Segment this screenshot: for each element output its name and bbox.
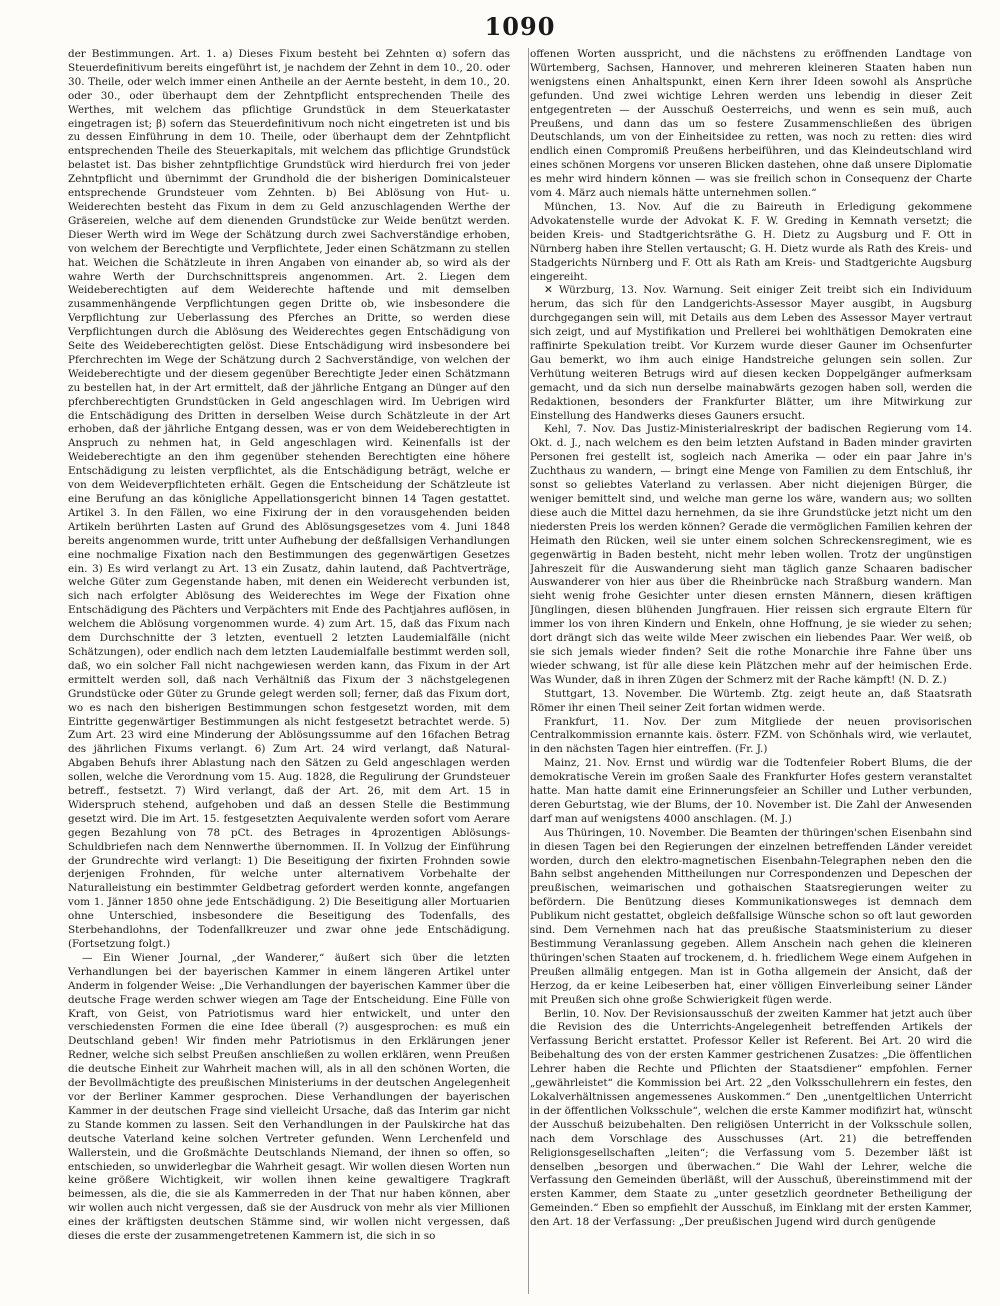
- paragraph: ✕ Würzburg, 13. Nov. Warnung. Seit einiger Zeit treibt sich ein Individuum herum, das sich für den Landgerichts-Assessor Mayer ausgibt, in Augsburg durchgegangen sein will, mit Details aus dem Leben des Assessor Mayer vertraut sich zeigt, und auf Mystifikation und Prellerei bei wohlthätigen Demokraten eine raffinirte Spekulation treibt. Vor Kurzem wurde dieser Gauner im Ochsenfurter Gau bemerkt, wo ihm auch einige Handstreiche gelungen sein sollen. Zur Verhütung weiteren Betrugs wird auf diesen kecken Doppelgänger aufmerksam gemacht, und da sich nun derselbe mainabwärts gezogen haben soll, werden die Redaktionen, besonders der Frankfurter Blätter, um ihre Mitwirkung zur Einstellung des Handwerks dieses Gauners ersucht.: [530, 284, 972, 422]
- paragraph: Berlin, 10. Nov. Der Revisionsausschuß der zweiten Kammer hat jetzt auch über die Revision des die Unterrichts-Angelegenheit betreffenden Artikels der Verfassung Bericht erstattet. Professor Keller ist Referent. Bei Art. 20 wird die Beibehaltung des von der ersten Kammer gestrichenen Zusatzes: „Die öffentlichen Lehrer haben die Rechte und Pflichten der Staatsdiener“ empfohlen. Ferner „gewährleistet“ die Kommission bei Art. 22 „den Volksschullehrern ein festes, den Lokalverhältnissen angemessenes Auskommen.“ Den „unentgeltlichen Unterricht in der öffentlichen Volksschule“, welchen die erste Kammer modifizirt hat, wünscht der Ausschuß beizubehalten. Den religiösen Unterricht in der Volksschule sollen, nach dem Vorschlage des Ausschusses (Art. 21) die betreffenden Religionsgesellschaften „leiten“; die Verfassung vom 5. Dezember läßt ist denselben „besorgen und überwachen.“ Die Wahl der Lehrer, welche die Verfassung den Gemeinden überläßt, will der Ausschuß, übereinstimmend mit der ersten Kammer, dem Staate zu „unter gesetzlich geordneter Betheiligung der Gemeinden.“ Eben so empfiehlt der Ausschuß, im Einklang mit der ersten Kammer, den Art. 18 der Verfassung: „Der preußischen Jugend wird durch genügende: [530, 1007, 972, 1229]
- paragraph: Aus Thüringen, 10. November. Die Beamten der thüringen'schen Eisenbahn sind in diesen Tagen bei den Regierungen der einzelnen betreffenden Länder vereidet worden, durch den elektro-magnetischen Eisenbahn-Telegraphen neben den die Bahn selbst angehenden Mittheilungen nur Correspondenzen und Depeschen der preußischen, weimarischen und gothaischen Staatsregierungen weiter zu befördern. Die Benützung dieses Kommunikationsweges ist demnach dem Publikum nicht gestattet, obgleich deßfallsige Wünsche schon so oft laut geworden sind. Dem Vernehmen nach hat das preußische Staatsministerium zu dieser Bestimmung Veranlassung gegeben. Allem Anschein nach gehen die kleineren thüringen'schen Staaten auf trockenem, d. h. friedlichem Wege einem Aufgehen in Preußen allmälig entgegen. Man ist in Gotha allgemein der Ansicht, daß der Herzog, da er keine Leibeserben hat, einer völligen Einverleibung seiner Länder mit Preußen sich ohne große Schwierigkeit fügen werde.: [530, 826, 972, 1006]
- paragraph: offenen Worten ausspricht, und die nächstens zu eröffnenden Landtage von Würtemberg, Sachsen, Hannover, und mehreren kleineren Staaten haben nun wenigstens einen Anhaltspunkt, einen Kern ihrer Ideen sowohl als Ansprüche gefunden. Und zwei wichtige Lehren werden uns lebendig in dieser Zeit entgegentreten — der Ausschuß Oesterreichs, und wenn es sein muß, auch Preußens, und dann das um so festere Zusammenschließen des übrigen Deutschlands, um von der Einheitsidee zu retten, was noch zu retten: dies wird endlich einen Compromiß Preußens herbeiführen, und das Kleindeutschland wird eines schönen Morgens vor unseren Blicken dastehen, ohne daß unsere Diplomatie es mehr wird hindern können — was sie freilich schon in Consequenz der Charte vom 4. März auch niemals hätte unternehmen sollen.“: [530, 48, 972, 200]
- paragraph: Mainz, 21. Nov. Ernst und würdig war die Todtenfeier Robert Blums, die der demokratische Verein im großen Saale des Frankfurter Hofes gestern veranstaltet hatte. Man hatte damit eine Erinnerungsfeier an Schiller und Luther verbunden, deren Geburtstag, wie der Blums, der 10. November ist. Die Zahl der Anwesenden darf man auf wenigstens 4000 anschlagen. (M. J.): [530, 757, 972, 825]
- paragraph: Kehl, 7. Nov. Das Justiz-Ministerialreskript der badischen Regierung vom 14. Okt. d. J., nach welchem es den beim letzten Aufstand in Baden minder gravirten Personen frei gestellt ist, sogleich nach Amerika — oder ein paar Jahre in's Zuchthaus zu wandern, — bringt eine Menge von Familien zu dem Entschluß, ihr sonst so geliebtes Vaterland zu verlassen. Aber nicht diejenigen Bürger, die weniger bemittelt sind, und welche man gerne los wäre, wandern aus; wo sollten diese auch die Mittel dazu hernehmen, da sie ihre Grundstücke jetzt nicht um den niedersten Preis los werden können? Gerade die vermöglichen Familien kehren der Heimath den Rücken, weil sie unter einem solchen Schreckensregiment, wie es gegenwärtig in Baden besteht, nicht mehr leben wollen. Trotz der ungünstigen Jahreszeit für die Auswanderung sieht man täglich ganze Schaaren badischer Auswanderer von hier aus über die Rheinbrücke nach Straßburg wandern. Man sieht wenig frohe Gesichter unter diesen ernsten Männern, diesen kräftigen Jünglingen, diesen blühenden Jungfrauen. Hier reissen sich ergraute Eltern für immer los von ihren Kindern und Enkeln, ohne Hoffnung, je sie wieder zu sehen; dort drängt sich das weite wilde Meer zwischen ein liebendes Paar. Wer weiß, ob sie sich jemals wieder finden? Seit die rothe Monarchie ihre Fahne über uns wieder schwang, ist für alle diese kein Plätzchen mehr auf der heimischen Erde. Was Wunder, daß in ihren Zügen der Schmerz mit der Rache kämpft! (N. D. Z.): [530, 423, 972, 686]
- paragraph: Stuttgart, 13. November. Die Würtemb. Ztg. zeigt heute an, daß Staatsrath Römer ihr einen Theil seiner Zeit fortan widmen werde.: [530, 687, 972, 714]
- text-columns: [68, 48, 972, 1298]
- column-divider: [528, 48, 529, 1294]
- left-column: [68, 48, 510, 1298]
- paragraph: Frankfurt, 11. Nov. Der zum Mitgliede der neuen provisorischen Centralkommission ernannte kais. österr. FZM. von Schönhals wird, wie verlautet, in den nächsten Tagen hier eintreffen. (Fr. J.): [530, 715, 972, 756]
- right-column: [530, 48, 972, 1298]
- paragraph: der Bestimmungen. Art. 1. a) Dieses Fixum besteht bei Zehnten α) sofern das Steuerdefinitivum bereits eingeführt ist, je nachdem der Zehnt in dem 10., 20. oder 30. Theile, oder welch immer einen Antheile an der Aernte besteht, in dem 10., 20. oder 30., oder überhaupt dem der Zehntpflicht entsprechenden Theile des Werthes, mit welchem das pflichtige Grundstück in dem Steuerkataster eingetragen ist; β) sofern das Steuerdefinitivum noch nicht eingetreten ist und bis zu dessen Einführung in dem 10. Theile, oder überhaupt dem der Zehntpflicht entsprechenden Theile des Steuerkapitals, mit welchem das pflichtige Grundstück belastet ist. Das bisher zehntpflichtige Grundstück wird hierdurch frei von jeder Zehntpflicht und übernimmt der Grundhold die der bisherigen Dominicalsteuer entsprechende Grundsteuer vom Zehnten. b) Bei Ablösung von Hut- u. Weiderechten besteht das Fixum in dem zu Geld anzuschlagenden Werthe der Gräsereien, welche auf dem dienenden Grundstücke zur Weide benützt werden. Dieser Werth wird im Wege der Schätzung durch zwei Sachverständige erhoben, von welchem der Berechtigte und Verpflichtete, Jeder einen Schätzmann zu stellen hat. Weichen die Schätzleute in ihren Angaben von einander ab, so wird als der wahre Werth der Durchschnittspreis angenommen. Art. 2. Liegen dem Weideberechtigten auf dem Weiderechte haftende und mit demselben zusammenhängende Verpflichtungen gegen Dritte ob, wie insbesondere die Verpflichtung zur Ueberlassung des Pferches an Dritte, so werden diese Verpflichtungen durch die Ablösung des Weiderechtes gegen Entschädigung von Seite des Weideberechtigten gelöst. Diese Entschädigung wird insbesondere bei Pferchrechten im Wege der Schätzung durch 2 Sachverständige, von welchen der Weideberechtigte und der diesem gegenüber Berechtigte Jeder einen Schätzmann zu bestellen hat, in der Art ermittelt, daß der jährliche Entgang an Dünger auf den pferchberechtigten Grundstücken in Geld angeschlagen wird. Im Uebrigen wird die Entschädigung des Dritten in derselben Weise durch Schätzleute in der Art erhoben, daß der jährliche Entgang dessen, was er von dem Weideberechtigten in Anspruch zu nehmen hat, in Geld angeschlagen wird. Keinenfalls ist der Weideberechtigte an den ihm gegenüber stehenden Berechtigten eine höhere Entschädigung zu leisten verpflichtet, als die Entschädigung beträgt, welche er von dem Weideverpflichteten erhält. Gegen die Entscheidung der Schätzleute ist eine Berufung an das königliche Appellationsgericht binnen 14 Tagen gestattet. Artikel 3. In den Fällen, wo eine Fixirung der in den vorausgehenden beiden Artikeln berührten Lasten auf Grund des Ablösungsgesetzes vom 4. Juni 1848 bereits angenommen wurde, tritt unter Aufhebung der deßfallsigen Verhandlungen eine nochmalige Fixation nach den Bestimmungen des gegenwärtigen Gesetzes ein. 3) Es wird verlangt zu Art. 13 ein Zusatz, dahin lautend, daß Pachtverträge, welche Güter zum Gegenstande haben, mit denen ein Weiderecht verbunden ist, sich nach erfolgter Ablösung des Weiderechtes im Wege der Fixation ohne Entschädigung des Pächters und Verpächters mit Ende des Pachtjahres auflösen, in welchem die Ablösung vorgenommen wurde. 4) zum Art. 15, daß das Fixum nach dem Durchschnitte der 3 letzten, eventuell 2 letzten Laudemialfälle (nicht Schätzungen), oder endlich nach dem letzten Laudemialfalle bestimmt werden soll, daß, wo ein solcher Fall nicht nachgewiesen werden kann, das Fixum in der Art ermittelt werden soll, daß nach Verhältniß das Fixum der 3 nächstgelegenen Grundstücke oder Güter zu Grunde gelegt werden soll; ferner, daß das Fixum dort, wo es nach den bisherigen Bestimmungen schon festgesetzt worden, mit dem Eintritte gegenwärtiger Bestimmungen als nicht festgesetzt betrachtet werde. 5) Zum Art. 23 wird eine Minderung der Ablösungssumme auf den 16fachen Betrag des jährlichen Fixums verlangt. 6) Zum Art. 24 wird verlangt, daß Natural-Abgaben Behufs ihrer Ablastung nach den Sätzen zu Geld angeschlagen werden sollen, welche die Verordnung vom 15. Aug. 1828, die Regulirung der Grundsteuer betreff., festsetzt. 7) Wird verlangt, daß der Art. 26, mit dem Art. 15 in Widerspruch stehend, aufgehoben und daß an dessen Stelle die Bestimmung gesetzt wird. Die im Art. 15. festgesetzten Aequivalente werden sofort vom Aerare gegen Bezahlung von 78 pCt. des Betrages in 4prozentigen Ablösungs-Schuldbriefen nach dem Nennwerthe übernommen. II. In Vollzug der Einführung der Grundrechte wird verlangt: 1) Die Beseitigung der fixirten Frohnden sowie derjenigen Frohnden, für welche unter alternativem Vorbehalte der Naturalleistung ein bestimmter Geldbetrag gefordert werden konnte, angefangen vom 1. Jänner 1850 ohne jede Entschädigung. 2) Die Beseitigung aller Mortuarien ohne Unterschied, insbesondere die Beseitigung des Todenfalls, des Sterbehandlohns, der Todenfallkreuzer und zwar ohne jede Entschädigung. (Fortsetzung folgt.): [68, 48, 510, 950]
- paragraph: München, 13. Nov. Auf die zu Baireuth in Erledigung gekommene Advokatenstelle wurde der Advokat K. F. W. Greding in Kemnath versetzt; die beiden Kreis- und Stadtgerichtsräthe G. H. Dietz zu Augsburg und F. Ott in Nürnberg haben ihre Stellen vertauscht; G. H. Dietz wurde als Rath des Kreis- und Stadgerichts Nürnberg und F. Ott als Rath am Kreis- und Stadtgerichte Augsburg eingereiht.: [530, 200, 972, 283]
- page-number: 1090: [484, 12, 556, 41]
- paragraph: — Ein Wiener Journal, „der Wanderer,“ äußert sich über die letzten Verhandlungen bei der bayerischen Kammer in einem längeren Artikel unter Anderm in folgender Weise: „Die Verhandlungen der bayerischen Kammer über die deutsche Frage werden schwer wiegen am Tage der Entscheidung. Eine Fülle von Kraft, von Geist, von Patriotismus ward hier entwickelt, und unter den verschiedensten Formen die eine Idee überall (?) ausgesprochen: es muß ein Deutschland geben! Wir finden mehr Patriotismus in den Erklärungen jener Redner, welche sich selbst Preußen anschließen zu wollen erklären, wenn Preußen die deutsche Einheit zur Wahrheit machen will, als in all den schönen Worten, die der Bevollmächtigte des preußischen Ministeriums in der deutschen Angelegenheit vor der Berliner Kammer gesprochen. Diese Verhandlungen der bayerischen Kammer in der deutschen Frage sind vielleicht Ursache, daß das Interim gar nicht zu Stande kommen zu lassen. Seit den Verhandlungen in der Paulskirche hat das deutsche Vaterland keine solchen Vertreter gefunden. Wenn Lerchenfeld und Wallerstein, und die Großmächte Deutschlands Niemand, der ihnen so offen, so entschieden, so unwiderlegbar die Wahrheit gesagt. Wir wollen diesen Worten nun keine größere Wichtigkeit, wir wollen ihnen keine gewaltigere Tragkraft beimessen, als die, die sie als Kammerreden in der That nur haben können, aber wir wollen auch nicht vergessen, daß sie der Ausdruck von mehr als vier Millionen eines der kräftigsten deutschen Stämme sind, wir wollen nicht vergessen, daß dieses die erste der zusammengetretenen Kammern ist, die sich in so: [68, 951, 510, 1243]
